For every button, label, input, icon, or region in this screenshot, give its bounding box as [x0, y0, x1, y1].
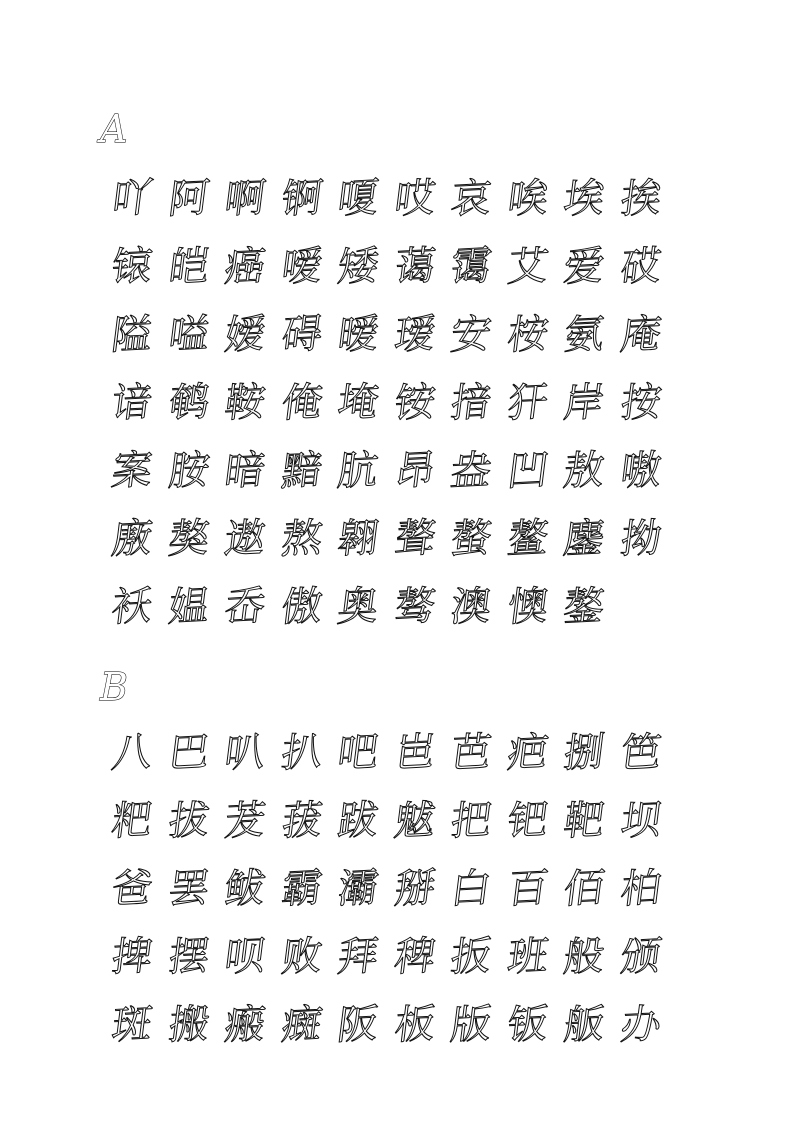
glyph: 矮	[334, 242, 382, 292]
glyph: 办	[617, 1000, 664, 1050]
glyph: 百	[504, 864, 551, 914]
glyph: 佰	[560, 864, 608, 914]
glyph: 稗	[391, 932, 438, 982]
glyph: 肮	[334, 446, 382, 496]
glyph: 嗄	[334, 174, 382, 224]
glyph: 懊	[504, 582, 551, 632]
glyph: 摆	[165, 932, 212, 982]
glyph: 嫒	[221, 310, 269, 360]
glyph: 八	[108, 728, 156, 778]
glyph: 捭	[108, 932, 156, 982]
glyph: 艾	[504, 242, 551, 292]
glyph: 灞	[334, 864, 382, 914]
glyph: 黯	[278, 446, 325, 496]
glyph: 疤	[504, 728, 551, 778]
glyph: 鹌	[165, 378, 212, 428]
glyph: 瘢	[221, 1000, 269, 1050]
glyph: 嗷	[617, 446, 664, 496]
glyph: 谙	[108, 378, 156, 428]
glyph: 霸	[278, 864, 325, 914]
glyph: 嗳	[278, 242, 325, 292]
glyph: 粑	[108, 796, 156, 846]
glyph: 钣	[504, 1000, 551, 1050]
glyph: 暧	[334, 310, 382, 360]
glyph: 鳌	[504, 514, 551, 564]
glyph: 案	[108, 446, 156, 496]
glyph: 靶	[560, 796, 608, 846]
glyph-grid-a	[104, 176, 684, 652]
glyph: 爸	[108, 864, 156, 914]
glyph: 岸	[560, 378, 608, 428]
glyph-grid-b	[104, 730, 684, 1070]
glyph-row	[104, 516, 684, 562]
glyph-row	[104, 584, 684, 630]
glyph: 哀	[447, 174, 495, 224]
glyph: 隘	[108, 310, 156, 360]
glyph: 熬	[278, 514, 325, 564]
glyph: 芭	[447, 728, 495, 778]
glyph: 聱	[391, 514, 438, 564]
glyph-row	[104, 798, 684, 844]
glyph: 安	[447, 310, 495, 360]
glyph: 版	[447, 1000, 495, 1050]
glyph: 魃	[391, 796, 438, 846]
glyph: 柏	[617, 864, 664, 914]
glyph: 碍	[278, 310, 325, 360]
glyph: 呗	[221, 932, 269, 982]
glyph: 锕	[278, 174, 325, 224]
glyph: 骜	[391, 582, 438, 632]
glyph: 俺	[278, 378, 325, 428]
glyph: 癍	[278, 1000, 325, 1050]
glyph-row	[104, 730, 684, 776]
glyph: 螯	[447, 514, 495, 564]
glyph: 獒	[165, 514, 212, 564]
glyph: 挨	[617, 174, 664, 224]
glyph: 胺	[165, 446, 212, 496]
glyph: 鏖	[560, 514, 608, 564]
glyph: 鲅	[221, 864, 269, 914]
glyph: 白	[447, 864, 495, 914]
glyph: 锿	[108, 242, 156, 292]
glyph-row	[104, 866, 684, 912]
glyph: 板	[391, 1000, 438, 1050]
glyph-row	[104, 244, 684, 290]
glyph: 瑷	[391, 310, 438, 360]
glyph-row	[104, 1002, 684, 1048]
glyph: 鞍	[221, 378, 269, 428]
glyph: 阿	[165, 174, 212, 224]
glyph-row	[104, 380, 684, 426]
glyph-row	[104, 934, 684, 980]
glyph: 掰	[391, 864, 438, 914]
glyph: 拗	[617, 514, 664, 564]
glyph: 袄	[108, 582, 156, 632]
glyph: 傲	[278, 582, 325, 632]
glyph: 班	[504, 932, 551, 982]
glyph: 霭	[447, 242, 495, 292]
glyph: 搬	[165, 1000, 212, 1050]
glyph: 笆	[617, 728, 664, 778]
glyph: 唉	[504, 174, 551, 224]
glyph: 盎	[447, 446, 495, 496]
glyph-row	[104, 176, 684, 222]
section-letter-b: B	[100, 665, 128, 709]
glyph: 茇	[221, 796, 269, 846]
glyph: 捌	[560, 728, 608, 778]
glyph: 斑	[108, 1000, 156, 1050]
glyph: 巴	[165, 728, 212, 778]
glyph: 埃	[560, 174, 608, 224]
glyph: 岜	[391, 728, 438, 778]
glyph: 鏊	[560, 582, 608, 632]
glyph: 桉	[504, 310, 551, 360]
glyph: 砹	[617, 242, 664, 292]
glyph: 奥	[334, 582, 382, 632]
glyph: 扳	[447, 932, 495, 982]
glyph: 按	[617, 378, 664, 428]
glyph: 钯	[504, 796, 551, 846]
glyph: 吧	[334, 728, 382, 778]
glyph: 翱	[334, 514, 382, 564]
glyph: 败	[278, 932, 325, 982]
glyph: 舨	[560, 1000, 608, 1050]
glyph: 皑	[165, 242, 212, 292]
glyph: 庵	[617, 310, 664, 360]
glyph: 犴	[504, 378, 551, 428]
glyph-row	[104, 448, 684, 494]
glyph: 嗌	[165, 310, 212, 360]
glyph: 吖	[108, 174, 156, 224]
glyph: 哎	[391, 174, 438, 224]
glyph: 埯	[334, 378, 382, 428]
glyph: 爱	[560, 242, 608, 292]
glyph: 敖	[560, 446, 608, 496]
glyph: 叭	[221, 728, 269, 778]
glyph: 遨	[221, 514, 269, 564]
glyph: 把	[447, 796, 495, 846]
glyph: 阪	[334, 1000, 382, 1050]
glyph: 揞	[447, 378, 495, 428]
glyph: 岙	[221, 582, 269, 632]
glyph: 蔼	[391, 242, 438, 292]
glyph-row	[104, 312, 684, 358]
glyph: 跋	[334, 796, 382, 846]
glyph: 凹	[504, 446, 551, 496]
glyph: 澳	[447, 582, 495, 632]
glyph: 铵	[391, 378, 438, 428]
glyph: 坝	[617, 796, 664, 846]
glyph: 般	[560, 932, 608, 982]
glyph: 暗	[221, 446, 269, 496]
glyph: 颁	[617, 932, 664, 982]
glyph: 癌	[221, 242, 269, 292]
glyph: 啊	[221, 174, 269, 224]
glyph: 扒	[278, 728, 325, 778]
glyph: 昂	[391, 446, 438, 496]
glyph: 媪	[165, 582, 212, 632]
glyph: 廒	[108, 514, 156, 564]
section-letter-a: A	[100, 107, 128, 151]
glyph: 拜	[334, 932, 382, 982]
glyph: 罢	[165, 864, 212, 914]
glyph: 氨	[560, 310, 608, 360]
glyph: 拔	[165, 796, 212, 846]
glyph: 菝	[278, 796, 325, 846]
